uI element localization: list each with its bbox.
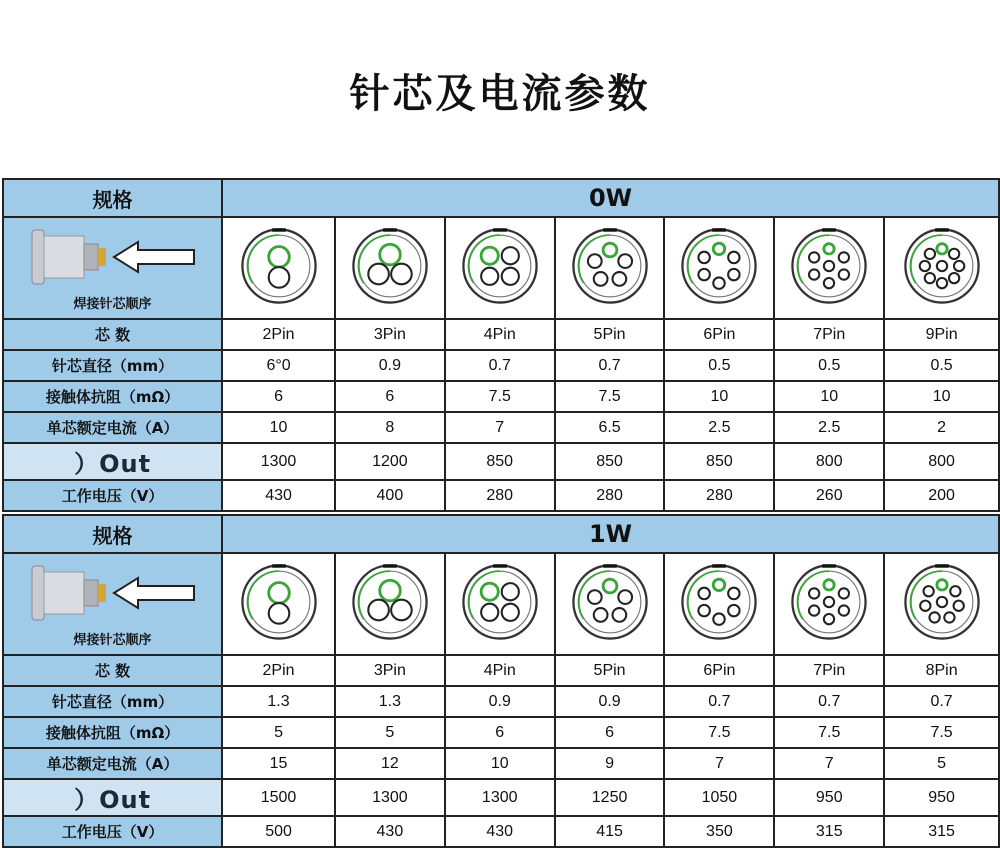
table-cell: 7 <box>445 412 555 443</box>
pin-contact <box>481 583 498 600</box>
table-cell: 0.7 <box>774 686 884 717</box>
table-cell: 1200 <box>335 443 445 480</box>
welding-order-label: 焊接针芯顺序 <box>73 633 152 648</box>
table-cell: 6 <box>555 717 665 748</box>
table-cell: 9Pin <box>884 319 999 350</box>
pin-diagram-cell <box>884 217 999 319</box>
pin-diagram-cell <box>445 217 555 319</box>
pin-contact <box>481 247 498 264</box>
pin-layout-icon <box>679 562 759 642</box>
pin-contact <box>809 588 819 598</box>
table-cell: 1300 <box>335 779 445 816</box>
table-cell: 0.5 <box>774 350 884 381</box>
table-cell: 850 <box>445 443 555 480</box>
pin-contact <box>824 244 834 254</box>
pin-contact <box>839 605 849 615</box>
pin-layout-icon <box>902 562 982 642</box>
pin-contact <box>839 588 849 598</box>
table-row <box>3 480 999 511</box>
table-cell: 315 <box>774 816 884 847</box>
table-cell: 7 <box>774 748 884 779</box>
pin-contact <box>949 273 959 283</box>
pin-contact <box>936 261 946 271</box>
table-row <box>3 779 999 816</box>
pin-contact <box>714 243 725 254</box>
welding-order-label: 焊接针芯顺序 <box>73 297 152 312</box>
pin-diagram-cell <box>335 553 445 655</box>
pin-contact <box>714 613 725 624</box>
table-cell: 7.5 <box>555 381 665 412</box>
row-label-pins: 芯 数 <box>3 655 222 686</box>
pin-contact <box>612 608 626 622</box>
row-label-resistance: 接触体抗阻（mΩ） <box>3 717 222 748</box>
table-cell: 1050 <box>664 779 774 816</box>
pin-contact <box>714 579 725 590</box>
pin-contact <box>368 264 389 285</box>
row-label-pins: 芯 数 <box>3 319 222 350</box>
pin-layout-icon <box>902 226 982 306</box>
pin-contact <box>612 272 626 286</box>
pin-contact <box>618 254 632 268</box>
table-cell: 280 <box>555 480 665 511</box>
pin-contact <box>603 243 617 257</box>
series-name: 0W <box>222 179 999 217</box>
pin-diagram-cell <box>222 553 335 655</box>
pin-diagram-cell <box>222 217 335 319</box>
table-cell: 800 <box>884 443 999 480</box>
pin-contact <box>588 590 602 604</box>
pin-contact <box>936 278 946 288</box>
welding-order-cell <box>3 553 222 655</box>
pin-contact <box>950 586 960 596</box>
table-cell: 4Pin <box>445 319 555 350</box>
pin-contact <box>501 247 518 264</box>
pin-layout-icon <box>460 562 540 642</box>
table-row <box>3 350 999 381</box>
pin-diagram-cell <box>335 217 445 319</box>
table-cell: 8 <box>335 412 445 443</box>
pin-contact <box>924 273 934 283</box>
table-cell: 0.7 <box>884 686 999 717</box>
table-cell: 1500 <box>222 779 335 816</box>
connector-with-arrow <box>12 222 212 292</box>
table-row <box>3 412 999 443</box>
table-cell: 280 <box>664 480 774 511</box>
pin-layout-icon <box>239 562 319 642</box>
table-cell: 430 <box>335 816 445 847</box>
table-cell: 2Pin <box>222 319 335 350</box>
table-cell: 280 <box>445 480 555 511</box>
table-cell: 0.5 <box>884 350 999 381</box>
table-cell: 0.7 <box>664 686 774 717</box>
table-cell: 6 <box>335 381 445 412</box>
table-row <box>3 717 999 748</box>
spec-table <box>2 178 1000 512</box>
pin-contact <box>809 605 819 615</box>
pin-diagram-cell <box>445 553 555 655</box>
spec-label: 规格 <box>3 515 222 553</box>
pin-diagram-cell <box>555 217 665 319</box>
table-row <box>3 816 999 847</box>
table-cell: 6°0 <box>222 350 335 381</box>
pin-diagram-cell <box>884 553 999 655</box>
row-label-current: 单芯额定电流（A） <box>3 412 222 443</box>
pin-contact <box>368 600 389 621</box>
table-cell: 430 <box>445 816 555 847</box>
table-row <box>3 655 999 686</box>
table-row <box>3 443 999 480</box>
table-cell: 7Pin <box>774 319 884 350</box>
pin-contact <box>944 612 954 622</box>
table-cell: 7.5 <box>664 717 774 748</box>
pin-contact <box>380 580 401 601</box>
pin-contact <box>954 261 964 271</box>
table-cell: 1250 <box>555 779 665 816</box>
table-cell: 1.3 <box>222 686 335 717</box>
pin-contact <box>699 269 710 280</box>
pin-contact <box>481 268 498 285</box>
table-cell: 6Pin <box>664 319 774 350</box>
spec-table <box>2 514 1000 848</box>
table-cell: 5 <box>884 748 999 779</box>
table-cell: 10 <box>222 412 335 443</box>
table-cell: 950 <box>774 779 884 816</box>
pin-contact <box>953 601 963 611</box>
pin-contact <box>929 612 939 622</box>
table-cell: 0.9 <box>445 686 555 717</box>
pin-contact <box>839 269 849 279</box>
table-cell: 7.5 <box>445 381 555 412</box>
table-cell: 3Pin <box>335 319 445 350</box>
table-cell: 260 <box>774 480 884 511</box>
table-cell: 950 <box>884 779 999 816</box>
spec-label: 规格 <box>3 179 222 217</box>
table-cell: 800 <box>774 443 884 480</box>
table-cell: 1300 <box>445 779 555 816</box>
table-cell: 2Pin <box>222 655 335 686</box>
table-cell: 7.5 <box>884 717 999 748</box>
pin-layout-icon <box>460 226 540 306</box>
connector-with-arrow <box>12 558 212 628</box>
pin-contact <box>268 583 289 604</box>
pin-contact <box>268 603 289 624</box>
pin-contact <box>729 269 740 280</box>
table-cell: 500 <box>222 816 335 847</box>
table-cell: 5Pin <box>555 655 665 686</box>
table-cell: 5 <box>222 717 335 748</box>
table-cell: 10 <box>445 748 555 779</box>
table-cell: 315 <box>884 816 999 847</box>
table-cell: 850 <box>664 443 774 480</box>
pin-contact <box>481 604 498 621</box>
pin-layout-icon <box>789 226 869 306</box>
table-cell: 10 <box>774 381 884 412</box>
table-cell: 6 <box>222 381 335 412</box>
pin-contact <box>729 605 740 616</box>
pin-layout-icon <box>570 562 650 642</box>
row-label-faded: ）Out <box>3 443 222 480</box>
pin-contact <box>824 597 834 607</box>
table-cell: 0.5 <box>664 350 774 381</box>
pin-contact <box>824 261 834 271</box>
pin-contact <box>391 600 412 621</box>
pin-contact <box>824 580 834 590</box>
pin-contact <box>380 244 401 265</box>
welding-order-cell <box>3 217 222 319</box>
pin-contact <box>824 278 834 288</box>
table-cell: 7Pin <box>774 655 884 686</box>
table-cell: 0.9 <box>335 350 445 381</box>
pin-diagram-cell <box>664 553 774 655</box>
pin-contact <box>936 597 946 607</box>
table-cell: 10 <box>884 381 999 412</box>
pin-diagram-cell <box>664 217 774 319</box>
pin-layout-icon <box>679 226 759 306</box>
table-cell: 6 <box>445 717 555 748</box>
table-cell: 850 <box>555 443 665 480</box>
pin-contact <box>593 608 607 622</box>
pin-diagram-cell <box>555 553 665 655</box>
connector-photo-icon <box>32 566 106 620</box>
pin-contact <box>809 252 819 262</box>
table-cell: 4Pin <box>445 655 555 686</box>
table-cell: 7.5 <box>774 717 884 748</box>
pin-contact <box>920 601 930 611</box>
table-row <box>3 686 999 717</box>
row-label-voltage: 工作电压（V） <box>3 480 222 511</box>
table-cell: 5 <box>335 717 445 748</box>
table-cell: 0.7 <box>445 350 555 381</box>
connector-photo-icon <box>32 230 106 284</box>
pin-contact <box>501 268 518 285</box>
table-cell: 350 <box>664 816 774 847</box>
pin-contact <box>699 605 710 616</box>
pin-contact <box>936 580 946 590</box>
table-cell: 2.5 <box>774 412 884 443</box>
table-cell: 2.5 <box>664 412 774 443</box>
table-cell: 430 <box>222 480 335 511</box>
left-arrow-icon <box>114 242 194 272</box>
table-cell: 2 <box>884 412 999 443</box>
pin-contact <box>924 249 934 259</box>
table-cell: 6.5 <box>555 412 665 443</box>
row-label-current: 单芯额定电流（A） <box>3 748 222 779</box>
pin-contact <box>268 247 289 268</box>
pin-contact <box>809 269 819 279</box>
pin-contact <box>729 588 740 599</box>
table-cell: 10 <box>664 381 774 412</box>
pin-contact <box>699 252 710 263</box>
table-cell: 7 <box>664 748 774 779</box>
pin-contact <box>949 249 959 259</box>
row-label-faded: ）Out <box>3 779 222 816</box>
row-label-voltage: 工作电压（V） <box>3 816 222 847</box>
table-cell: 0.9 <box>555 686 665 717</box>
pin-contact <box>714 277 725 288</box>
pin-contact <box>268 267 289 288</box>
table-row <box>3 319 999 350</box>
table-cell: 400 <box>335 480 445 511</box>
pin-contact <box>839 252 849 262</box>
table-cell: 415 <box>555 816 665 847</box>
table-row <box>3 748 999 779</box>
table-cell: 12 <box>335 748 445 779</box>
left-arrow-icon <box>114 578 194 608</box>
table-cell: 9 <box>555 748 665 779</box>
table-cell: 5Pin <box>555 319 665 350</box>
series-name: 1W <box>222 515 999 553</box>
pin-contact <box>391 264 412 285</box>
row-label-diameter: 针芯直径（mm） <box>3 686 222 717</box>
pin-layout-icon <box>350 562 430 642</box>
pin-contact <box>501 583 518 600</box>
table-cell: 15 <box>222 748 335 779</box>
pin-contact <box>603 579 617 593</box>
pin-layout-icon <box>239 226 319 306</box>
pin-contact <box>919 261 929 271</box>
pin-contact <box>501 604 518 621</box>
table-cell: 0.7 <box>555 350 665 381</box>
pin-contact <box>588 254 602 268</box>
table-cell: 8Pin <box>884 655 999 686</box>
pin-layout-icon <box>570 226 650 306</box>
table-row <box>3 381 999 412</box>
pin-contact <box>618 590 632 604</box>
pin-contact <box>729 252 740 263</box>
pin-contact <box>936 244 946 254</box>
pin-contact <box>923 586 933 596</box>
pin-layout-icon <box>350 226 430 306</box>
row-label-resistance: 接触体抗阻（mΩ） <box>3 381 222 412</box>
pin-contact <box>824 614 834 624</box>
table-cell: 1.3 <box>335 686 445 717</box>
pin-diagram-cell <box>774 553 884 655</box>
pin-diagram-cell <box>774 217 884 319</box>
pin-contact <box>699 588 710 599</box>
row-label-diameter: 针芯直径（mm） <box>3 350 222 381</box>
table-cell: 1300 <box>222 443 335 480</box>
table-cell: 200 <box>884 480 999 511</box>
page-title: 针芯及电流参数 <box>349 71 651 117</box>
pin-contact <box>593 272 607 286</box>
pin-layout-icon <box>789 562 869 642</box>
table-cell: 3Pin <box>335 655 445 686</box>
table-cell: 6Pin <box>664 655 774 686</box>
